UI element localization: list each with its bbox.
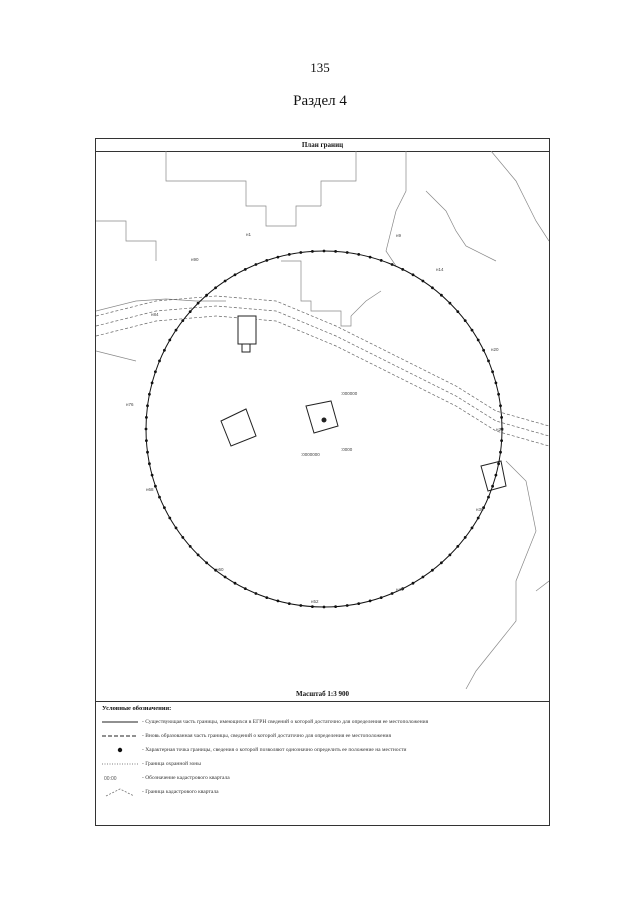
legend-item-text: - Обозначение кадастрового квартала bbox=[142, 775, 230, 781]
boundary-point bbox=[145, 439, 148, 442]
svg-text:н52: н52 bbox=[311, 599, 319, 604]
boundary-point bbox=[277, 600, 280, 603]
boundary-point bbox=[482, 349, 485, 352]
svg-text::0000: :0000 bbox=[341, 447, 353, 452]
svg-text:н14: н14 bbox=[436, 267, 444, 272]
boundary-point bbox=[311, 605, 314, 608]
boundary-point bbox=[440, 294, 443, 297]
legend-item bbox=[96, 773, 549, 787]
boundary-point bbox=[299, 251, 302, 254]
svg-text:н76: н76 bbox=[126, 402, 134, 407]
boundary-point bbox=[487, 496, 490, 499]
center-point bbox=[322, 418, 327, 423]
boundary-point bbox=[146, 404, 149, 407]
boundary-point bbox=[497, 393, 500, 396]
boundary-point bbox=[499, 404, 502, 407]
boundary-point bbox=[288, 602, 291, 605]
svg-text:н44: н44 bbox=[396, 587, 404, 592]
boundary-point bbox=[500, 439, 503, 442]
legend-item bbox=[96, 759, 549, 773]
boundary-point bbox=[265, 596, 268, 599]
boundary-point bbox=[495, 474, 498, 477]
boundary-point bbox=[189, 310, 192, 313]
legend-item bbox=[96, 717, 549, 731]
svg-text:00:00: 00:00 bbox=[104, 776, 117, 782]
svg-text:н36: н36 bbox=[476, 507, 484, 512]
boundary-point bbox=[175, 329, 178, 332]
legend-title: Условные обозначения: bbox=[102, 705, 172, 712]
boundary-point bbox=[357, 602, 360, 605]
boundary-point bbox=[158, 360, 161, 363]
boundary-point bbox=[380, 259, 383, 262]
boundary-point bbox=[205, 294, 208, 297]
legend-item bbox=[96, 787, 549, 801]
legend-divider bbox=[96, 701, 549, 702]
boundary-point bbox=[311, 250, 314, 253]
plan-title: План границ bbox=[96, 139, 549, 152]
boundary-point bbox=[391, 592, 394, 595]
boundary-point bbox=[477, 339, 480, 342]
boundary-plan bbox=[95, 138, 550, 826]
boundary-point bbox=[346, 604, 349, 607]
svg-text:н84: н84 bbox=[151, 312, 159, 317]
boundary-point bbox=[357, 253, 360, 256]
quarter-boundary-icon bbox=[102, 787, 138, 797]
boundary-point bbox=[431, 286, 434, 289]
boundary-point bbox=[148, 393, 151, 396]
boundary-point bbox=[471, 329, 474, 332]
boundary-point bbox=[255, 592, 258, 595]
boundary-point bbox=[464, 319, 467, 322]
point-dot-icon bbox=[102, 745, 138, 755]
plan-map bbox=[96, 151, 549, 689]
boundary-point bbox=[491, 485, 494, 488]
boundary-point bbox=[412, 582, 415, 585]
boundary-point bbox=[145, 428, 148, 431]
dotted-line-icon bbox=[102, 759, 138, 769]
page-number: 135 bbox=[310, 60, 330, 75]
boundary-point bbox=[491, 370, 494, 373]
boundary-point bbox=[497, 462, 500, 465]
boundary-point bbox=[255, 263, 258, 266]
boundary-point bbox=[449, 554, 452, 557]
svg-text:н68: н68 bbox=[146, 487, 154, 492]
boundary-point bbox=[158, 496, 161, 499]
legend-item-text: - Граница кадастрового квартала bbox=[142, 789, 219, 795]
svg-text::000000: :000000 bbox=[341, 391, 358, 396]
boundary-point bbox=[224, 280, 227, 283]
boundary-point bbox=[487, 360, 490, 363]
boundary-point bbox=[277, 256, 280, 259]
boundary-point bbox=[197, 554, 200, 557]
boundary-point bbox=[499, 451, 502, 454]
boundary-point bbox=[205, 561, 208, 564]
boundary-point bbox=[323, 606, 326, 609]
boundary-point bbox=[163, 506, 166, 509]
legend-item-text: - Существующая часть границы, имеющихся в ЕГРН сведений о которой достаточно для определения ее местоположения bbox=[142, 719, 429, 725]
boundary-point bbox=[412, 273, 415, 276]
boundary-point bbox=[145, 416, 148, 419]
boundary-point bbox=[151, 382, 154, 385]
boundary-point bbox=[154, 370, 157, 373]
boundary-point bbox=[168, 517, 171, 520]
buildings bbox=[221, 316, 506, 491]
boundary-point bbox=[244, 268, 247, 271]
boundary-point bbox=[334, 250, 337, 253]
boundary-point bbox=[265, 259, 268, 262]
boundary-point bbox=[146, 451, 149, 454]
section-title: Раздел 4 bbox=[293, 93, 347, 109]
boundary-point bbox=[234, 273, 237, 276]
boundary-point bbox=[224, 576, 227, 579]
boundary-point bbox=[197, 302, 200, 305]
plan-scale: Масштаб 1:3 900 bbox=[296, 690, 349, 698]
quarter-label-icon bbox=[102, 773, 138, 783]
svg-text:н28: н28 bbox=[496, 427, 504, 432]
boundary-point bbox=[334, 605, 337, 608]
legend-item bbox=[96, 745, 549, 759]
boundary-point bbox=[495, 382, 498, 385]
boundary-point bbox=[369, 600, 372, 603]
boundary-point bbox=[151, 474, 154, 477]
svg-text:н90: н90 bbox=[191, 257, 199, 262]
boundary-point bbox=[189, 545, 192, 548]
svg-text::0000000: :0000000 bbox=[301, 452, 320, 457]
boundary-point bbox=[380, 596, 383, 599]
boundary-point bbox=[244, 587, 247, 590]
boundary-point bbox=[369, 256, 372, 259]
svg-text:н60: н60 bbox=[216, 567, 224, 572]
svg-text:н1: н1 bbox=[246, 232, 251, 237]
boundary-point bbox=[456, 310, 459, 313]
legend-item-text: - Граница охранной зоны bbox=[142, 761, 201, 767]
boundary-point bbox=[234, 582, 237, 585]
boundary-point bbox=[181, 536, 184, 539]
legend-item-text: - Характерная точка границы, сведения о которой позволяют однозначно определить ее положение на местности bbox=[142, 747, 407, 753]
boundary-point bbox=[422, 576, 425, 579]
boundary-point bbox=[456, 545, 459, 548]
svg-text:н9: н9 bbox=[396, 233, 401, 238]
boundary-point bbox=[175, 527, 178, 530]
boundary-point bbox=[449, 302, 452, 305]
boundary-point bbox=[422, 280, 425, 283]
boundary-point bbox=[214, 286, 217, 289]
solid-line-icon bbox=[102, 717, 138, 727]
boundary-point bbox=[148, 462, 151, 465]
boundary-point bbox=[323, 250, 326, 253]
boundary-point bbox=[288, 253, 291, 256]
boundary-point bbox=[440, 561, 443, 564]
boundary-point bbox=[500, 416, 503, 419]
boundary-point bbox=[471, 527, 474, 530]
legend-item bbox=[96, 731, 549, 745]
boundary-point bbox=[401, 268, 404, 271]
boundary-point bbox=[391, 263, 394, 266]
boundary-point bbox=[181, 319, 184, 322]
boundary-point bbox=[346, 251, 349, 254]
svg-text:н20: н20 bbox=[491, 347, 499, 352]
boundary-point bbox=[163, 349, 166, 352]
boundary-point bbox=[299, 604, 302, 607]
boundary-point bbox=[477, 517, 480, 520]
boundary-point bbox=[431, 569, 434, 572]
boundary-point bbox=[464, 536, 467, 539]
boundary-point bbox=[154, 485, 157, 488]
boundary-point bbox=[168, 339, 171, 342]
legend-item-text: - Вновь образованная часть границы, сведений о которой достаточно для определения ее местоположения bbox=[142, 733, 391, 739]
dashed-line-icon bbox=[102, 731, 138, 741]
